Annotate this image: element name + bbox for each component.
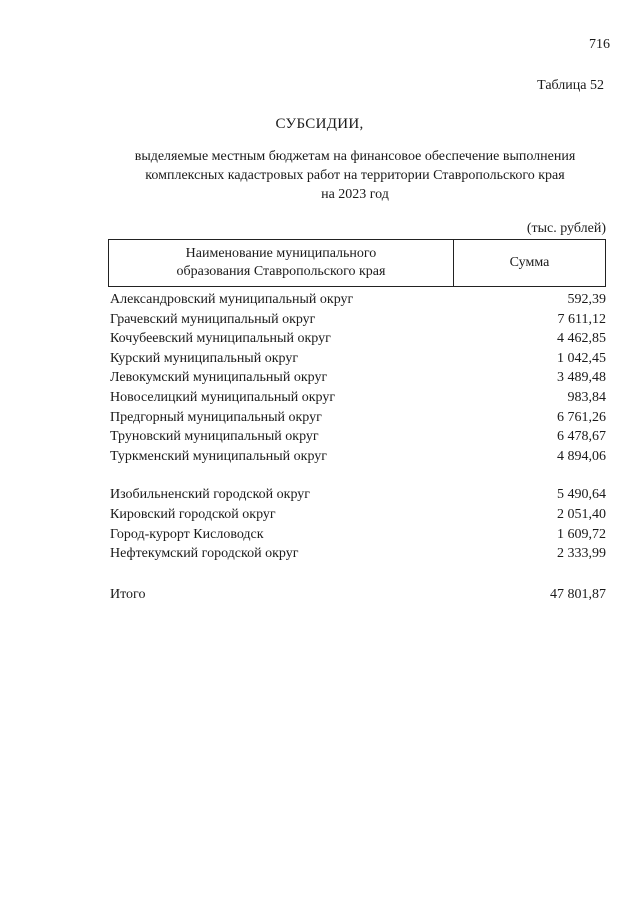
table-row (110, 485, 606, 505)
subtitle-line: комплексных кадастровых работ на территории Ставропольского края (145, 168, 565, 183)
table-row (110, 310, 606, 330)
document-title: СУБСИДИИ, (275, 116, 364, 132)
row-amount: 4 462,85 (557, 331, 606, 347)
header-sum-cell: Сумма (509, 255, 550, 270)
table-row (110, 447, 606, 467)
row-amount: 1 042,45 (557, 350, 606, 366)
table-header (108, 239, 606, 287)
table-row (110, 427, 606, 447)
row-amount: 5 490,64 (557, 487, 606, 503)
row-name: Новоселицкий муниципальный округ (110, 389, 336, 405)
table-row (110, 525, 606, 545)
row-amount: 7 611,12 (557, 311, 606, 327)
document-subtitle (100, 147, 610, 204)
subtitle-line: выделяемые местным бюджетам на финансовое обеспечение выполнения (134, 149, 576, 164)
total-amount: 47 801,87 (550, 586, 606, 602)
total-label: Итого (110, 586, 146, 602)
section-spacer (110, 466, 606, 485)
subtitle-line: на 2023 год (321, 187, 389, 202)
row-name: Туркменский муниципальный округ (110, 448, 327, 464)
row-amount: 6 478,67 (557, 429, 606, 445)
row-name: Левокумский муниципальный округ (110, 370, 328, 386)
header-name-line: Наименование муниципального (185, 246, 377, 261)
row-name: Труновский муниципальный округ (110, 429, 319, 445)
section-spacer (110, 564, 606, 585)
row-name: Курский муниципальный округ (110, 350, 299, 366)
row-amount: 3 489,48 (557, 370, 606, 386)
row-name: Грачевский муниципальный округ (110, 311, 316, 327)
row-name: Город-курорт Кисловодск (110, 526, 264, 542)
table-row (110, 408, 606, 428)
header-name-cell (109, 240, 454, 286)
row-amount: 983,84 (567, 389, 606, 405)
row-name: Изобильненский городской округ (110, 487, 311, 503)
total-row (110, 585, 606, 605)
units-label: (тыс. рублей) (526, 221, 606, 236)
table-row (110, 329, 606, 349)
row-name: Предгорный муниципальный округ (110, 409, 322, 425)
table-body (110, 290, 606, 604)
row-amount: 1 609,72 (557, 526, 606, 542)
header-name-line: образования Ставропольского края (176, 264, 386, 279)
table-row (110, 368, 606, 388)
table-row (110, 349, 606, 369)
row-amount: 2 333,99 (557, 546, 606, 562)
table-label: Таблица 52 (537, 78, 604, 93)
table-row (110, 544, 606, 564)
row-name: Нефтекумский городской округ (110, 546, 299, 562)
row-amount: 2 051,40 (557, 506, 606, 522)
row-name: Александровский муниципальный округ (110, 292, 354, 307)
row-name: Кировский городской округ (110, 506, 276, 522)
row-amount: 4 894,06 (557, 448, 606, 464)
row-amount: 6 761,26 (557, 409, 606, 425)
row-amount: 592,39 (567, 292, 606, 307)
row-name: Кочубеевский муниципальный округ (110, 331, 331, 347)
table-row (110, 505, 606, 525)
page-number: 716 (589, 37, 610, 52)
table-row (110, 388, 606, 408)
table-row (110, 290, 606, 310)
